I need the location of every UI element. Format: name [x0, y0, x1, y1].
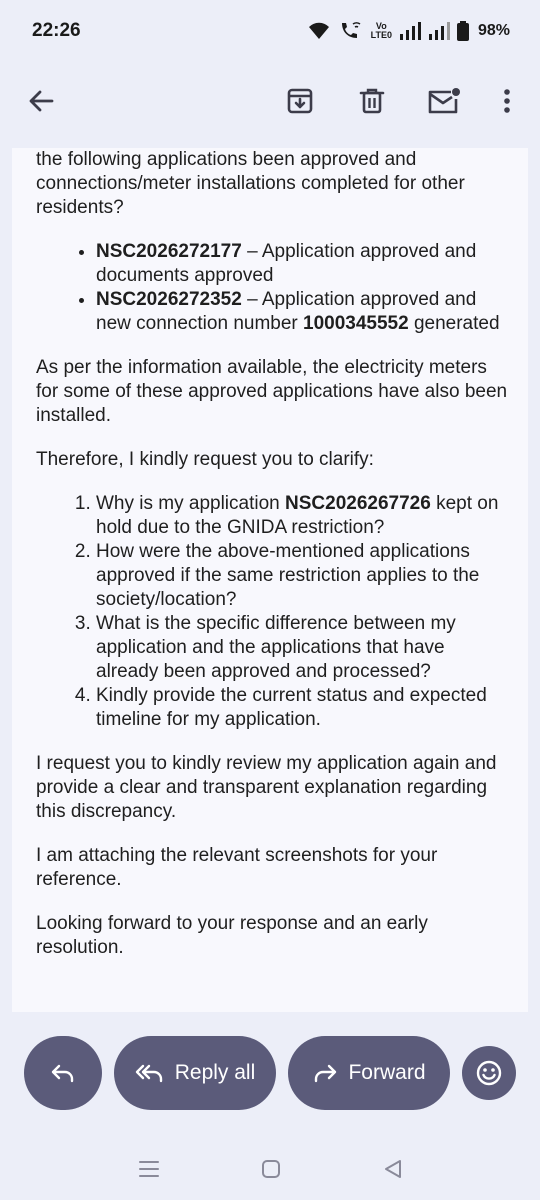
email-paragraph-meters: As per the information available, the electricity meters for some of these approved applications have also been installed.	[36, 357, 508, 426]
battery-percent: 98%	[477, 22, 510, 39]
forward-icon	[312, 1062, 338, 1084]
system-back-button[interactable]	[378, 1154, 408, 1184]
question-text: Why is my application	[96, 493, 286, 514]
question-text: What is the specific difference between my application and the applications that have already been approved and processed?	[96, 613, 456, 682]
status-bar	[0, 0, 540, 62]
questions-list	[96, 492, 508, 732]
reply-all-button[interactable]	[114, 1036, 276, 1110]
delete-button[interactable]	[349, 78, 395, 124]
reply-all-icon	[135, 1062, 165, 1084]
triangle-back-icon	[382, 1158, 404, 1180]
delete-icon	[358, 87, 386, 115]
signal-icon-sim2	[428, 22, 450, 40]
list-item	[96, 684, 508, 732]
question-text: How were the above-mentioned applications approved if the same restriction applies to the society/location?	[96, 541, 480, 610]
volte-bottom: LTE0	[370, 30, 392, 40]
emoji-icon	[475, 1059, 503, 1087]
forward-button[interactable]	[288, 1036, 450, 1110]
signal-icon-sim1	[399, 22, 421, 40]
email-paragraph-closing: Looking forward to your response and an early resolution.	[36, 913, 428, 958]
back-button[interactable]	[18, 78, 64, 124]
back-arrow-icon	[27, 87, 55, 115]
status-icons	[307, 20, 510, 42]
battery-icon	[457, 21, 469, 41]
volte-indicator	[371, 22, 392, 40]
email-toolbar	[0, 62, 540, 140]
question-text-end: kept on hold due to the GNIDA restriction?	[96, 493, 499, 538]
home-icon	[260, 1158, 282, 1180]
approved-applications-list	[96, 240, 508, 336]
email-paragraph-attach: I am attaching the relevant screenshots for your reference.	[36, 845, 438, 890]
reply-all-label: Reply all	[174, 1061, 256, 1084]
email-body-card	[12, 148, 528, 1012]
system-nav-bar	[0, 1140, 540, 1200]
mark-unread-button[interactable]	[421, 78, 467, 124]
forward-label: Forward	[348, 1061, 426, 1084]
list-item	[96, 288, 508, 336]
mark-unread-icon	[427, 87, 461, 115]
emoji-reaction-button[interactable]	[462, 1046, 516, 1100]
application-id: NSC2026272177	[96, 241, 242, 262]
application-id: NSC2026272352	[96, 289, 242, 310]
wifi-icon	[307, 21, 331, 41]
recents-icon	[138, 1159, 160, 1179]
email-paragraph-clarify: Therefore, I kindly request you to clarify:	[36, 449, 374, 470]
more-options-button[interactable]	[484, 78, 530, 124]
wifi-calling-icon	[338, 20, 364, 42]
more-vert-icon	[502, 87, 512, 115]
application-id: NSC2026267726	[285, 493, 431, 514]
recents-button[interactable]	[134, 1154, 164, 1184]
email-body	[36, 148, 508, 980]
status-time: 22:26	[32, 20, 81, 41]
email-paragraph-intro: the following applications been approved and connections/meter installations completed for other residents?	[36, 149, 465, 218]
list-item	[96, 540, 508, 612]
list-item-text: – Application approved and documents approved	[96, 241, 477, 286]
reply-actions-bar	[0, 1036, 540, 1110]
list-item	[96, 492, 508, 540]
home-button[interactable]	[256, 1154, 286, 1184]
reply-button[interactable]	[24, 1036, 102, 1110]
archive-icon	[286, 87, 314, 115]
list-item	[96, 240, 508, 288]
email-paragraph-review: I request you to kindly review my application again and provide a clear and transparent explanation regarding this discrepancy.	[36, 753, 497, 822]
list-item-text: – Application approved and new connection number	[96, 289, 477, 334]
connection-number: 1000345552	[303, 313, 409, 334]
volte-top: Vo	[375, 21, 387, 31]
archive-button[interactable]	[277, 78, 323, 124]
question-text: Kindly provide the current status and expected timeline for my application.	[96, 685, 487, 730]
list-item-text-end: generated	[408, 313, 500, 334]
list-item	[96, 612, 508, 684]
reply-icon	[50, 1062, 76, 1084]
